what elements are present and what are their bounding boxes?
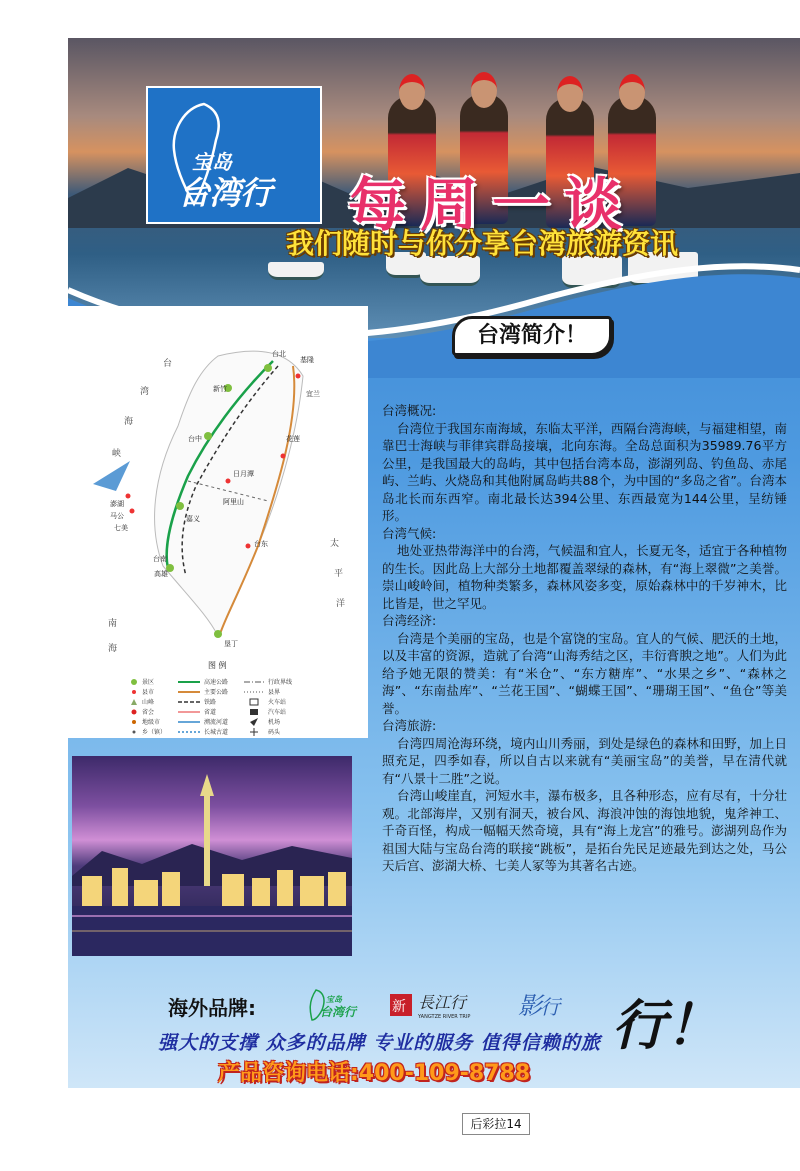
map-place: 马公 [110,512,124,520]
svg-text:山峰: 山峰 [142,699,155,706]
sea-label: 平 [334,569,344,579]
article-body [382,402,787,875]
intro-tab [452,316,612,356]
map-place: 七美 [114,524,128,532]
sea-label: 海 [108,644,118,654]
legend-title: 图 例 [208,661,227,670]
xing-calligraphy: 行！ [612,993,720,1057]
svg-text:长城古道: 长城古道 [204,729,229,736]
map-place: 澎湖 [110,500,124,508]
sea-label: 洋 [336,599,346,609]
baodao-logo [146,86,322,224]
sea-label: 湾 [140,387,150,397]
svg-text:台湾行: 台湾行 [320,1005,357,1019]
map-place: 高雄 [154,570,168,578]
page-number-label: 后彩拉14 [462,1113,530,1135]
yangtze-brand-logo [388,990,498,1022]
section-overview [382,402,787,525]
svg-text:宝岛: 宝岛 [326,995,342,1004]
plane-icon [93,461,130,491]
map-place: 新竹 [213,385,227,393]
map-place: 台中 [188,435,202,443]
svg-text:長江行: 長江行 [418,993,467,1012]
city-skyline [72,756,352,956]
svg-text:码头: 码头 [268,729,281,736]
logo-text-top: 宝岛 [192,150,232,174]
svg-text:汽车站: 汽车站 [268,709,287,716]
svg-text:省道: 省道 [204,709,217,716]
section-economy [382,612,787,717]
section-title: 台湾气候: [382,525,437,541]
svg-text:新: 新 [392,999,406,1015]
section-title: 台湾经济: [382,613,437,628]
sea-label: 海 [124,417,134,427]
map-place: 台南 [153,555,167,563]
sea-label: 台 [163,359,173,369]
section-paragraph: 台湾是个美丽的宝岛，也是个富饶的宝岛。宜人的气候、肥沃的土地，以及丰富的资源，造就了台湾“山海秀结之区，丰衍膏腴之地”。人们为此给予她无限的赞美：有“米仓”、“东方糖库”、“水果之乡”、“森林之海”、“东南盐库”、“兰花王国”、“蝴蝶王国”、“珊瑚王国”、“鱼仓”等美誉。 [382,630,787,716]
map-place: 日月潭 [233,470,254,478]
svg-text:主要公路: 主要公路 [204,689,229,696]
taiwan-map-drawing [68,306,368,738]
svg-text:高速公路: 高速公路 [204,679,229,686]
svg-text:YANGTZE RIVER TRIP: YANGTZE RIVER TRIP [418,1014,471,1020]
sea-label: 峡 [112,449,122,459]
section-title: 台湾概况: [382,403,437,418]
svg-text:机场: 机场 [268,719,281,726]
section-climate [382,525,787,613]
map-place: 台东 [254,540,268,548]
svg-text:火车站: 火车站 [268,699,287,706]
svg-text:景区: 景区 [142,679,155,686]
map-place: 台北 [272,350,286,358]
consult-phone: 产品咨询电话:400-109-8788 [218,1061,531,1086]
map-place: 宜兰 [306,390,320,398]
svg-text:地级市: 地级市 [142,719,161,726]
poster-panel [68,38,800,1088]
map-place: 嘉义 [186,515,200,523]
svg-text:溯流河道: 溯流河道 [204,719,229,726]
sea-label: 南 [108,619,118,629]
taipei-night-photo [72,756,352,956]
svg-text:县市: 县市 [142,689,155,696]
section-paragraph: 台湾四周沧海环绕，境内山川秀丽，到处是绿色的森林和田野，加上日照充足，四季如春，所以自古以来就有“美丽宝岛”的美誉，早在清代就有“八景十二胜”之说。 [382,735,787,786]
svg-text:行: 行 [540,995,560,1019]
baodao-brand-logo [306,988,376,1022]
section-tourism [382,717,787,875]
logo-text-main: 台湾行 [178,174,272,212]
svg-text:省会: 省会 [142,709,155,716]
svg-text:铁路: 铁路 [204,699,217,706]
headline: 每周一谈 [348,171,637,239]
intro-tab-label: 台湾简介！ [476,323,587,348]
brand-label: 海外品牌: [168,996,256,1020]
section-paragraph: 地处亚热带海洋中的台湾，气候温和宜人，长夏无冬，适宜于各种植物的生长。因此岛上大部分土地都覆盖翠绿的森林，有“海上翠微”之美誉。崇山峻岭间，植物种类繁多，森林风姿多变，原始森林中的千岁神木，比比皆是，世之罕见。 [382,543,787,611]
svg-text:县界: 县界 [268,689,281,696]
section-paragraph: 台湾山峻崖直，河短水丰，瀑布极多，且各种形态，应有尽有，十分壮观。北部海岸，又别有洞天，被台风、海浪冲蚀的海蚀地貌，鬼斧神工、千奇百怪，构成一幅幅天然奇境，具有“海上龙宫”的雅号。澎湖列岛作为祖国大陆与宝岛台湾的联接“跳板”，是拓台先民足迹最先到达之处，马公天后宫、澎湖大桥、七美人冢等为其著名古迹。 [382,788,787,873]
sea-label: 太 [330,539,340,549]
map-place: 花莲 [286,435,300,443]
subheadline: 我们随时与你分享台湾旅游资讯 [286,227,679,260]
svg-text:影: 影 [518,992,542,1020]
section-paragraph: 台湾位于我国东南海域，东临太平洋，西隔台湾海峡，与福建相望，南靠巴士海峡与菲律宾群岛接壤，北向东海。全岛总面积为35989.76平方公里，是我国最大的岛屿，其中包括台湾本岛，澎湖列岛、钓鱼岛、赤尾屿、兰屿、火烧岛和其他附属岛屿共88个，为中国的“多岛之省”。台湾本岛北长而东西窄。南北最长达394公里、东西最宽为144公里，呈纺锤形。 [382,420,787,523]
svg-text:乡（镇）: 乡（镇） [142,729,167,736]
map-place: 阿里山 [223,498,244,506]
third-brand-logo [516,988,564,1022]
map-place: 垦丁 [224,640,238,648]
taiwan-map [68,306,368,738]
slogan: 强大的支撑 众多的品牌 专业的服务 值得信赖的旅 [158,1032,601,1054]
svg-text:行政界线: 行政界线 [268,679,293,686]
map-place: 基隆 [300,356,314,364]
section-title: 台湾旅游: [382,718,437,733]
